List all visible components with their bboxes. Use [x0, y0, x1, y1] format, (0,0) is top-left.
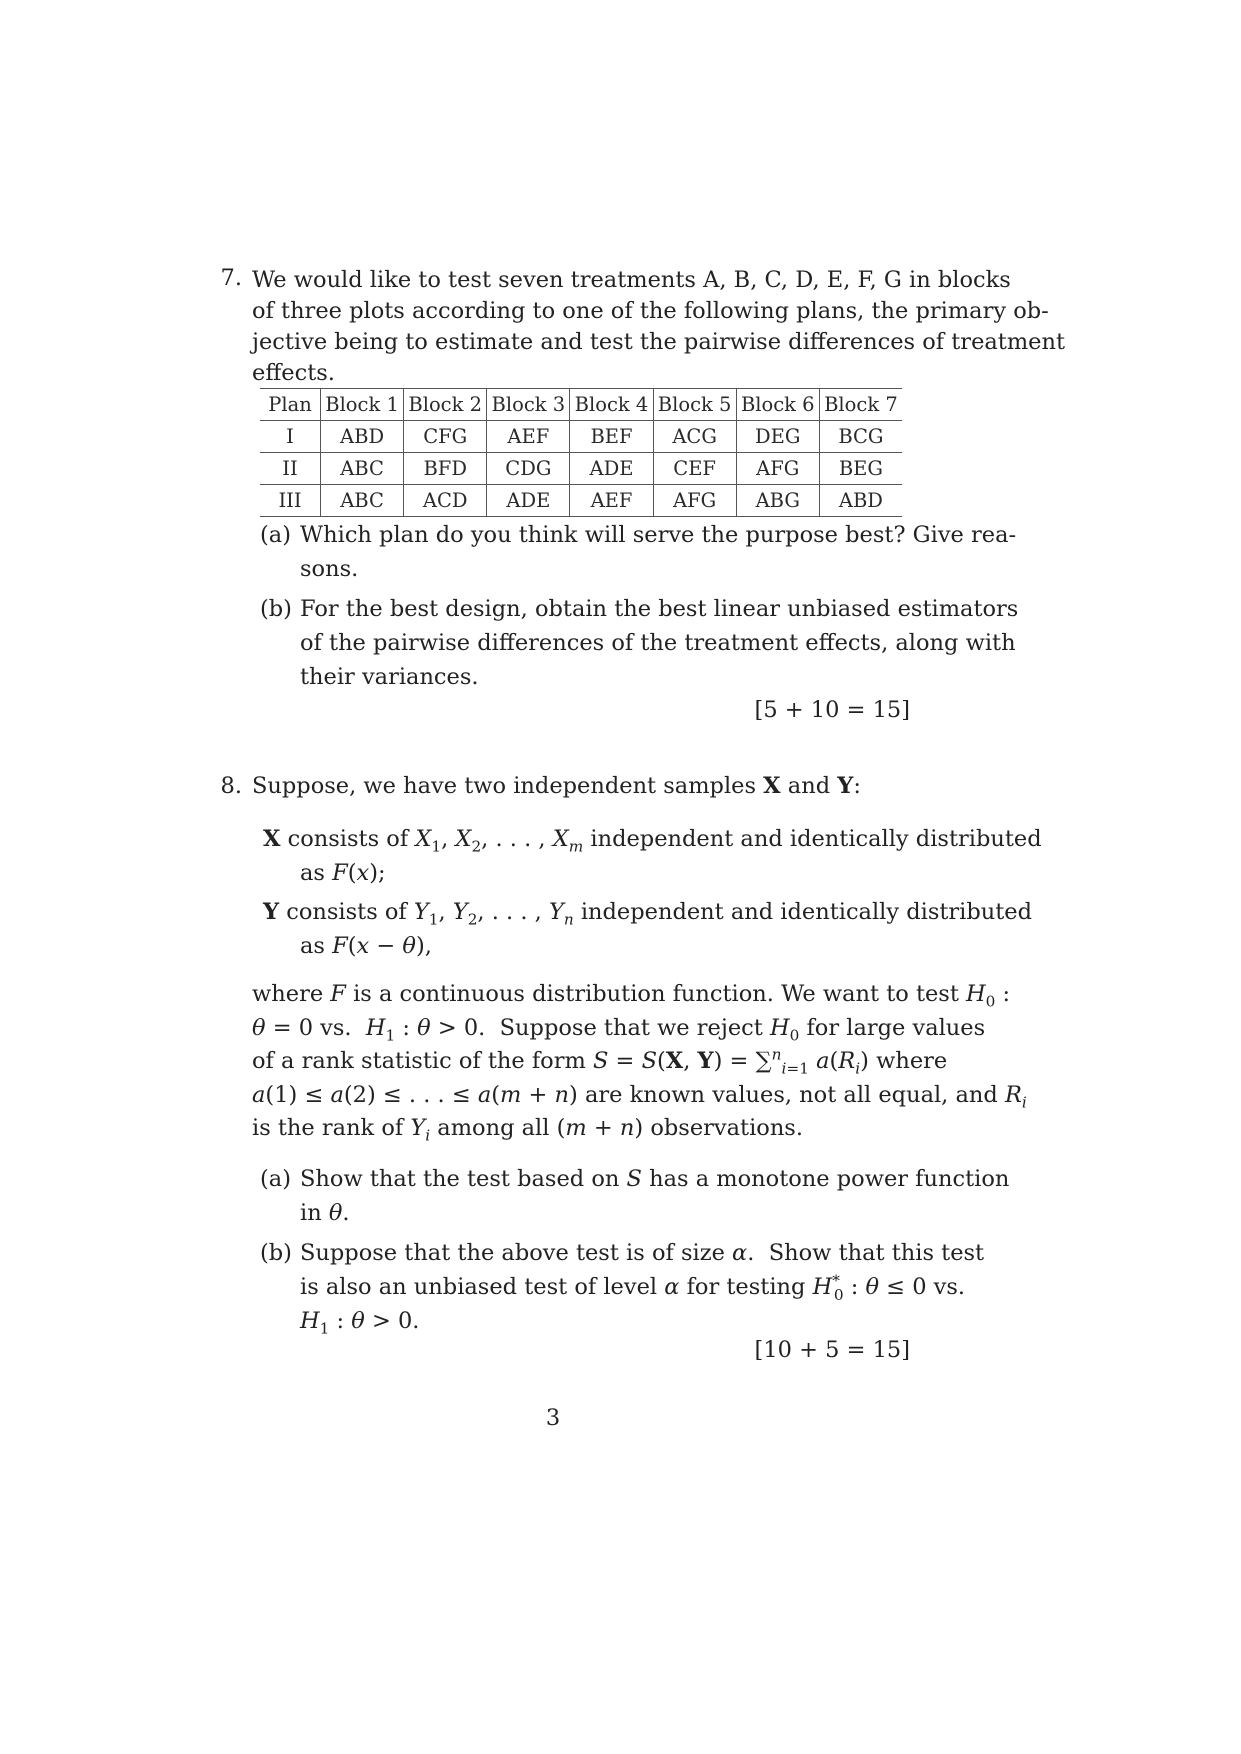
q8-part-b-text	[300, 1236, 985, 1338]
part-b-line: their variances.	[300, 664, 479, 690]
part-a-line: Which plan do you think will serve the purpose best? Give rea-	[300, 522, 1017, 548]
sample-y-line-1: Y consists of $Y_1$, $Y_2$, . . . , $Y_n$ independent and identically distributed	[263, 899, 1033, 929]
part-b-line: of the pairwise differences of the treatment effects, along with	[300, 630, 1016, 656]
sample-x-line-2: as F(x);	[300, 860, 386, 886]
header-cell: Block 1	[321, 389, 404, 421]
q7-part-b-label: (b)	[260, 596, 292, 622]
question-8-number: 8.	[220, 773, 242, 799]
q8-part-a-text	[300, 1162, 1010, 1230]
question-7-intro	[252, 265, 1066, 389]
text: for large values	[806, 1014, 986, 1041]
paragraph-line: where F is a continuous distribution function. We want to test $H_0$ :	[252, 981, 1011, 1011]
text: has a monotone power function	[649, 1166, 1010, 1192]
text: are known values, not all equal, and	[584, 1081, 998, 1108]
table-cell: CEF	[653, 453, 736, 485]
header-cell: Block 7	[819, 389, 902, 421]
table-cell: ABD	[819, 485, 902, 517]
sample-x-line-1: X consists of $X_1$, $X_2$, . . . , $X_m$ independent and identically distributed	[263, 826, 1042, 856]
paragraph-line: is the rank of $Y_i$ among all (m + n) observations.	[252, 1115, 804, 1145]
header-cell: Block 3	[487, 389, 570, 421]
part-b-line: Suppose that the above test is of size α. Show that this test	[300, 1240, 985, 1266]
text: Suppose that we reject	[499, 1014, 763, 1041]
iid-text: independent and identically distributed	[580, 899, 1033, 925]
header-cell: Block 6	[736, 389, 819, 421]
consists-of: consists of	[286, 899, 407, 925]
part-a-line: in θ.	[300, 1200, 350, 1226]
consists-of: consists of	[287, 826, 409, 852]
table-cell: II	[260, 453, 321, 485]
paragraph-line: θ = 0 vs. $H_1$ : θ > 0. Suppose that we reject $H_0$ for large values	[252, 1014, 986, 1044]
text: Show that the test based on	[300, 1166, 620, 1192]
intro-text: Suppose, we have two independent samples	[252, 773, 757, 799]
header-cell: Block 5	[653, 389, 736, 421]
table-row	[260, 421, 902, 453]
q8-part-a-label: (a)	[260, 1166, 291, 1192]
table-cell: AFG	[653, 485, 736, 517]
as-text: as	[300, 860, 325, 886]
page-number: 3	[545, 1405, 561, 1431]
question-8-intro: Suppose, we have two independent samples X and Y:	[252, 773, 861, 799]
q7-part-b-text	[300, 592, 1019, 694]
table-cell: ADE	[570, 453, 653, 485]
text: of a rank statistic of the form	[252, 1048, 586, 1074]
table-cell: ABG	[736, 485, 819, 517]
table-cell: AEF	[487, 421, 570, 453]
text: Show that this test	[768, 1240, 985, 1266]
q8-sample-x	[263, 822, 1042, 890]
symbol-Y: Y	[263, 899, 280, 925]
symbol-Y: Y	[837, 773, 854, 799]
table-cell: III	[260, 485, 321, 517]
table-cell: BCG	[819, 421, 902, 453]
symbol-X: X	[763, 773, 781, 799]
paragraph-line: of a rank statistic of the form S = S(X, Y) = ∑$^n_{i=1}$ $a(R_i)$ where	[252, 1045, 948, 1078]
table-cell: ABC	[321, 453, 404, 485]
table-cell: DEG	[736, 421, 819, 453]
as-text: as	[300, 933, 325, 959]
table-cell: ABD	[321, 421, 404, 453]
text: Suppose that the above test is of size	[300, 1240, 725, 1266]
text: vs.	[933, 1274, 966, 1300]
symbol-X: X	[263, 826, 281, 852]
part-b-line: $H_1$ : θ > 0.	[300, 1308, 420, 1338]
text: among all	[437, 1115, 550, 1141]
q7-marks: [5 + 10 = 15]	[754, 697, 910, 723]
table-cell: BEF	[570, 421, 653, 453]
text: is the rank of	[252, 1115, 404, 1141]
q8-marks: [10 + 5 = 15]	[754, 1337, 910, 1363]
text: vs.	[320, 1014, 352, 1041]
table-cell: BFD	[404, 453, 487, 485]
text: is a continuous distribution function. We want to test	[353, 981, 959, 1007]
table-cell: BEG	[819, 453, 902, 485]
table-cell: AFG	[736, 453, 819, 485]
intro-line: jective being to estimate and test the pairwise differences of treatment	[252, 329, 1066, 355]
sample-y-line-2: as F(x − θ),	[300, 933, 432, 959]
question-7-number: 7.	[220, 265, 242, 291]
table-cell: CFG	[404, 421, 487, 453]
table-cell: ADE	[487, 485, 570, 517]
table-cell: ABC	[321, 485, 404, 517]
text: in	[300, 1200, 322, 1226]
table-row	[260, 453, 902, 485]
text: where	[876, 1048, 948, 1074]
header-cell: Block 2	[404, 389, 487, 421]
plans-table	[260, 388, 902, 517]
header-cell: Block 4	[570, 389, 653, 421]
text: for testing	[686, 1274, 806, 1300]
iid-text: independent and identically distributed	[590, 826, 1042, 852]
q8-part-b-label: (b)	[260, 1240, 292, 1266]
intro-line: of three plots according to one of the following plans, the primary ob-	[252, 298, 1049, 324]
header-cell: Plan	[260, 389, 321, 421]
table-row	[260, 485, 902, 517]
intro-line: We would like to test seven treatments A, B, C, D, E, F, G in blocks	[252, 267, 1011, 293]
text: is also an unbiased test of level	[300, 1274, 658, 1300]
text: where	[252, 981, 324, 1007]
intro-line: effects.	[252, 360, 335, 386]
paragraph-line: a(1) ≤ a(2) ≤ . . . ≤ a(m + n) are known values, not all equal, and $R_i$	[252, 1081, 1027, 1111]
table-cell: CDG	[487, 453, 570, 485]
part-a-line: sons.	[300, 556, 359, 582]
q7-part-a-label: (a)	[260, 522, 291, 548]
intro-and: and	[787, 773, 831, 799]
part-a-line: Show that the test based on S has a monotone power function	[300, 1166, 1010, 1192]
table-cell: ACD	[404, 485, 487, 517]
table-cell: ACG	[653, 421, 736, 453]
q8-sample-y	[263, 895, 1033, 963]
table-cell: I	[260, 421, 321, 453]
text: observations.	[650, 1115, 804, 1141]
part-b-line: For the best design, obtain the best linear unbiased estimators	[300, 596, 1019, 622]
q7-part-a-text	[300, 518, 1017, 586]
part-b-line: is also an unbiased test of level α for testing $H^*_0$ : θ ≤ 0 vs.	[300, 1271, 966, 1304]
q8-main-paragraph	[252, 978, 1027, 1146]
table-cell: AEF	[570, 485, 653, 517]
table-header-row	[260, 389, 902, 421]
